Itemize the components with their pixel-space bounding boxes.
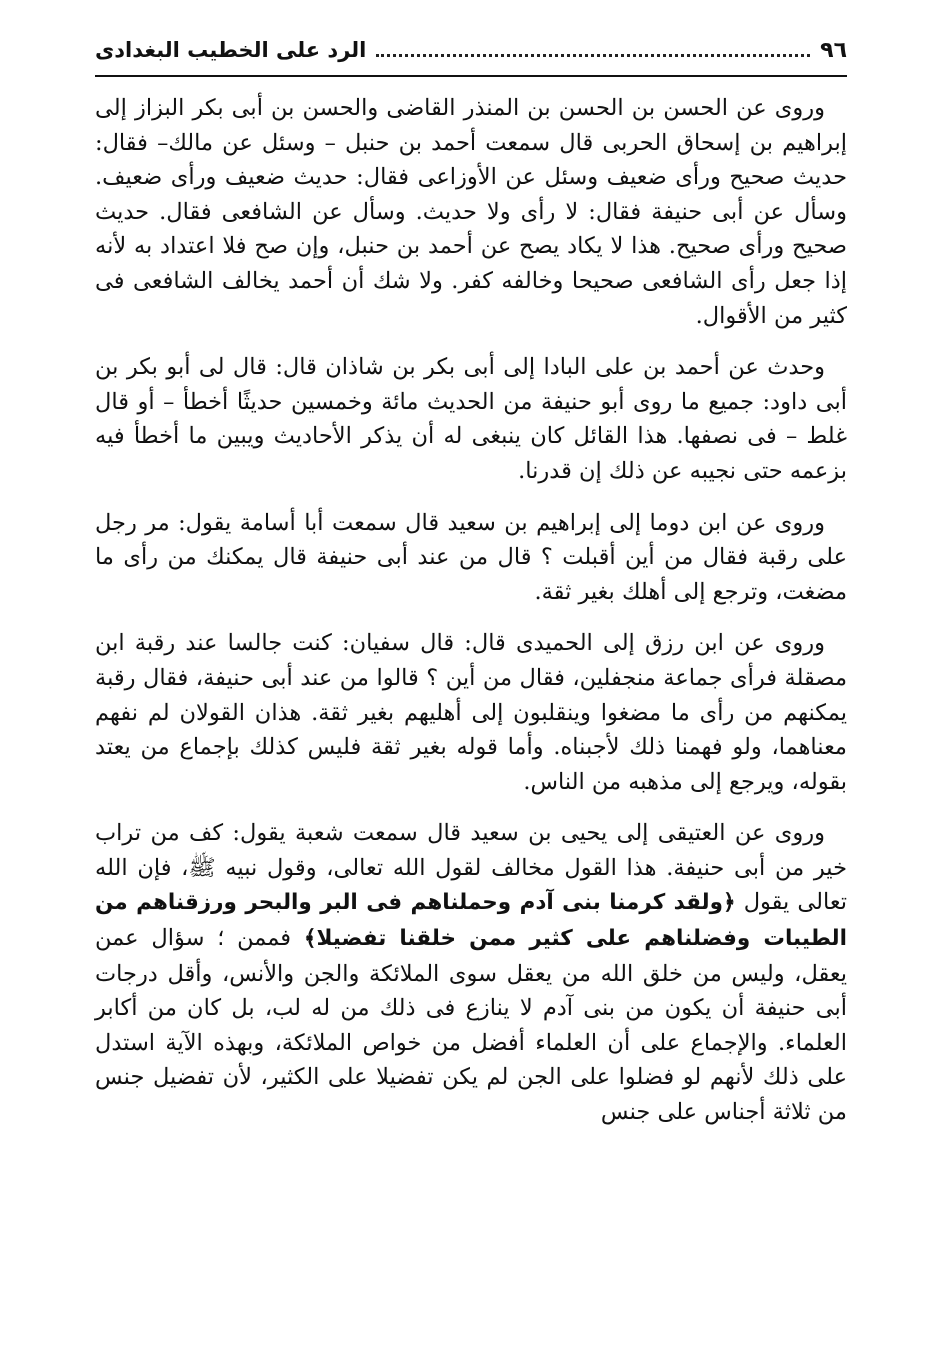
paragraph-5-intro: وروى عن العتيقى إلى يحيى بن سعيد قال سمعت شعبة يقول: كف من تراب خير من أبى حنيفة. هذا القول مخالف لقول الله تعالى، وقول نبيه ﷺ، فإن الله تعالى يقول xyxy=(95,820,847,916)
running-head xyxy=(95,38,847,72)
paragraph-5 xyxy=(95,816,847,1129)
page-number: ٩٦ xyxy=(820,38,847,63)
header-dot-leader xyxy=(376,42,810,57)
book-page xyxy=(95,38,847,1147)
running-title: الرد على الخطيب البغدادى xyxy=(95,38,367,62)
paragraph-2: وحدث عن أحمد بن على البادا إلى أبى بكر بن شاذان قال: قال لى أبو بكر بن أبى داود: جميع ما روى أبو حنيفة من الحديث مائة وخمسين حديثًا أخطأ – أو قال غلط – فى نصفها. هذا القائل كان ينبغى له أن يذكر الأحاديث ويبين ما أخطأ فيه بزعمه حتى نجيبه عن ذلك إن قدرنا. xyxy=(95,354,847,484)
header-rule xyxy=(95,75,847,77)
paragraph-4: وروى عن ابن رزق إلى الحميدى قال: قال سفيان: كنت جالسا عند رقبة ابن مصقلة فرأى جماعة منجفلين، فقال من أين ؟ قالوا من عند أبى حنيفة، فقال رقبة يمكنهم من رأى ما مضغوا وينقلبون إلى أهليهم بغير ثقة. هذان القولان لم نفهم معناهما، ولو فهمنا ذلك لأجبناه. وأما قوله بغير ثقة فليس كذلك بإجماع من يعتد بقوله، ويرجع إلى مذهبه من الناس. xyxy=(95,630,847,795)
quran-verse: ﴿ولقد كرمنا بنى آدم وحملناهم فى البر والبحر ورزقناهم من الطيبات وفضلناهم على كثير ممن خلقنا تفضيلا﴾ xyxy=(95,890,847,952)
paragraph-1: وروى عن الحسن بن الحسن بن المنذر القاضى والحسن بن أبى بكر البزاز إلى إبراهيم بن إسحاق الحربى قال سمعت أحمد بن حنبل – وسئل عن مالك– فقال: حديث صحيح ورأى ضعيف وسئل عن الأوزاعى فقال: حديث ضعيف ورأى ضعيف. وسأل عن أبى حنيفة فقال: لا رأى ولا حديث. وسأل عن الشافعى فقال. حديث صحيح ورأى صحيح. هذا لا يكاد يصح عن أحمد بن حنبل، وإن صح فلا اعتداد به لأنه إذا جعل رأى الشافعى صحيحا وخالفه كفر. ولا شك أن أحمد يخالف الشافعى فى كثير من الأقوال. xyxy=(95,95,847,329)
paragraph-5-continuation: فممن ؛ سؤال عمن يعقل، وليس من خلق الله من يعقل سوى الملائكة والجن والأنس، وأقل درجات أبى حنيفة أن يكون من بنى آدم لا ينازع فى ذلك من له لب، بل كان من أكابر العلماء. والإجماع على أن العلماء أفضل من خواص الملائكة، وبهذه الآية استدل على ذلك لأنهم لو فضلوا على الجن لم يكن تفضيلا على الكثير، لأن تفضيل جنس من ثلاثة أجناس على جنس xyxy=(95,925,847,1126)
paragraph-3: وروى عن ابن دوما إلى إبراهيم بن سعيد قال سمعت أبا أسامة يقول: مر رجل على رقبة فقال من أين أقبلت ؟ قال من عند أبى حنيفة قال يمكنك من رأى ما مضغت، وترجع إلى أهلك بغير ثقة. xyxy=(95,509,847,605)
